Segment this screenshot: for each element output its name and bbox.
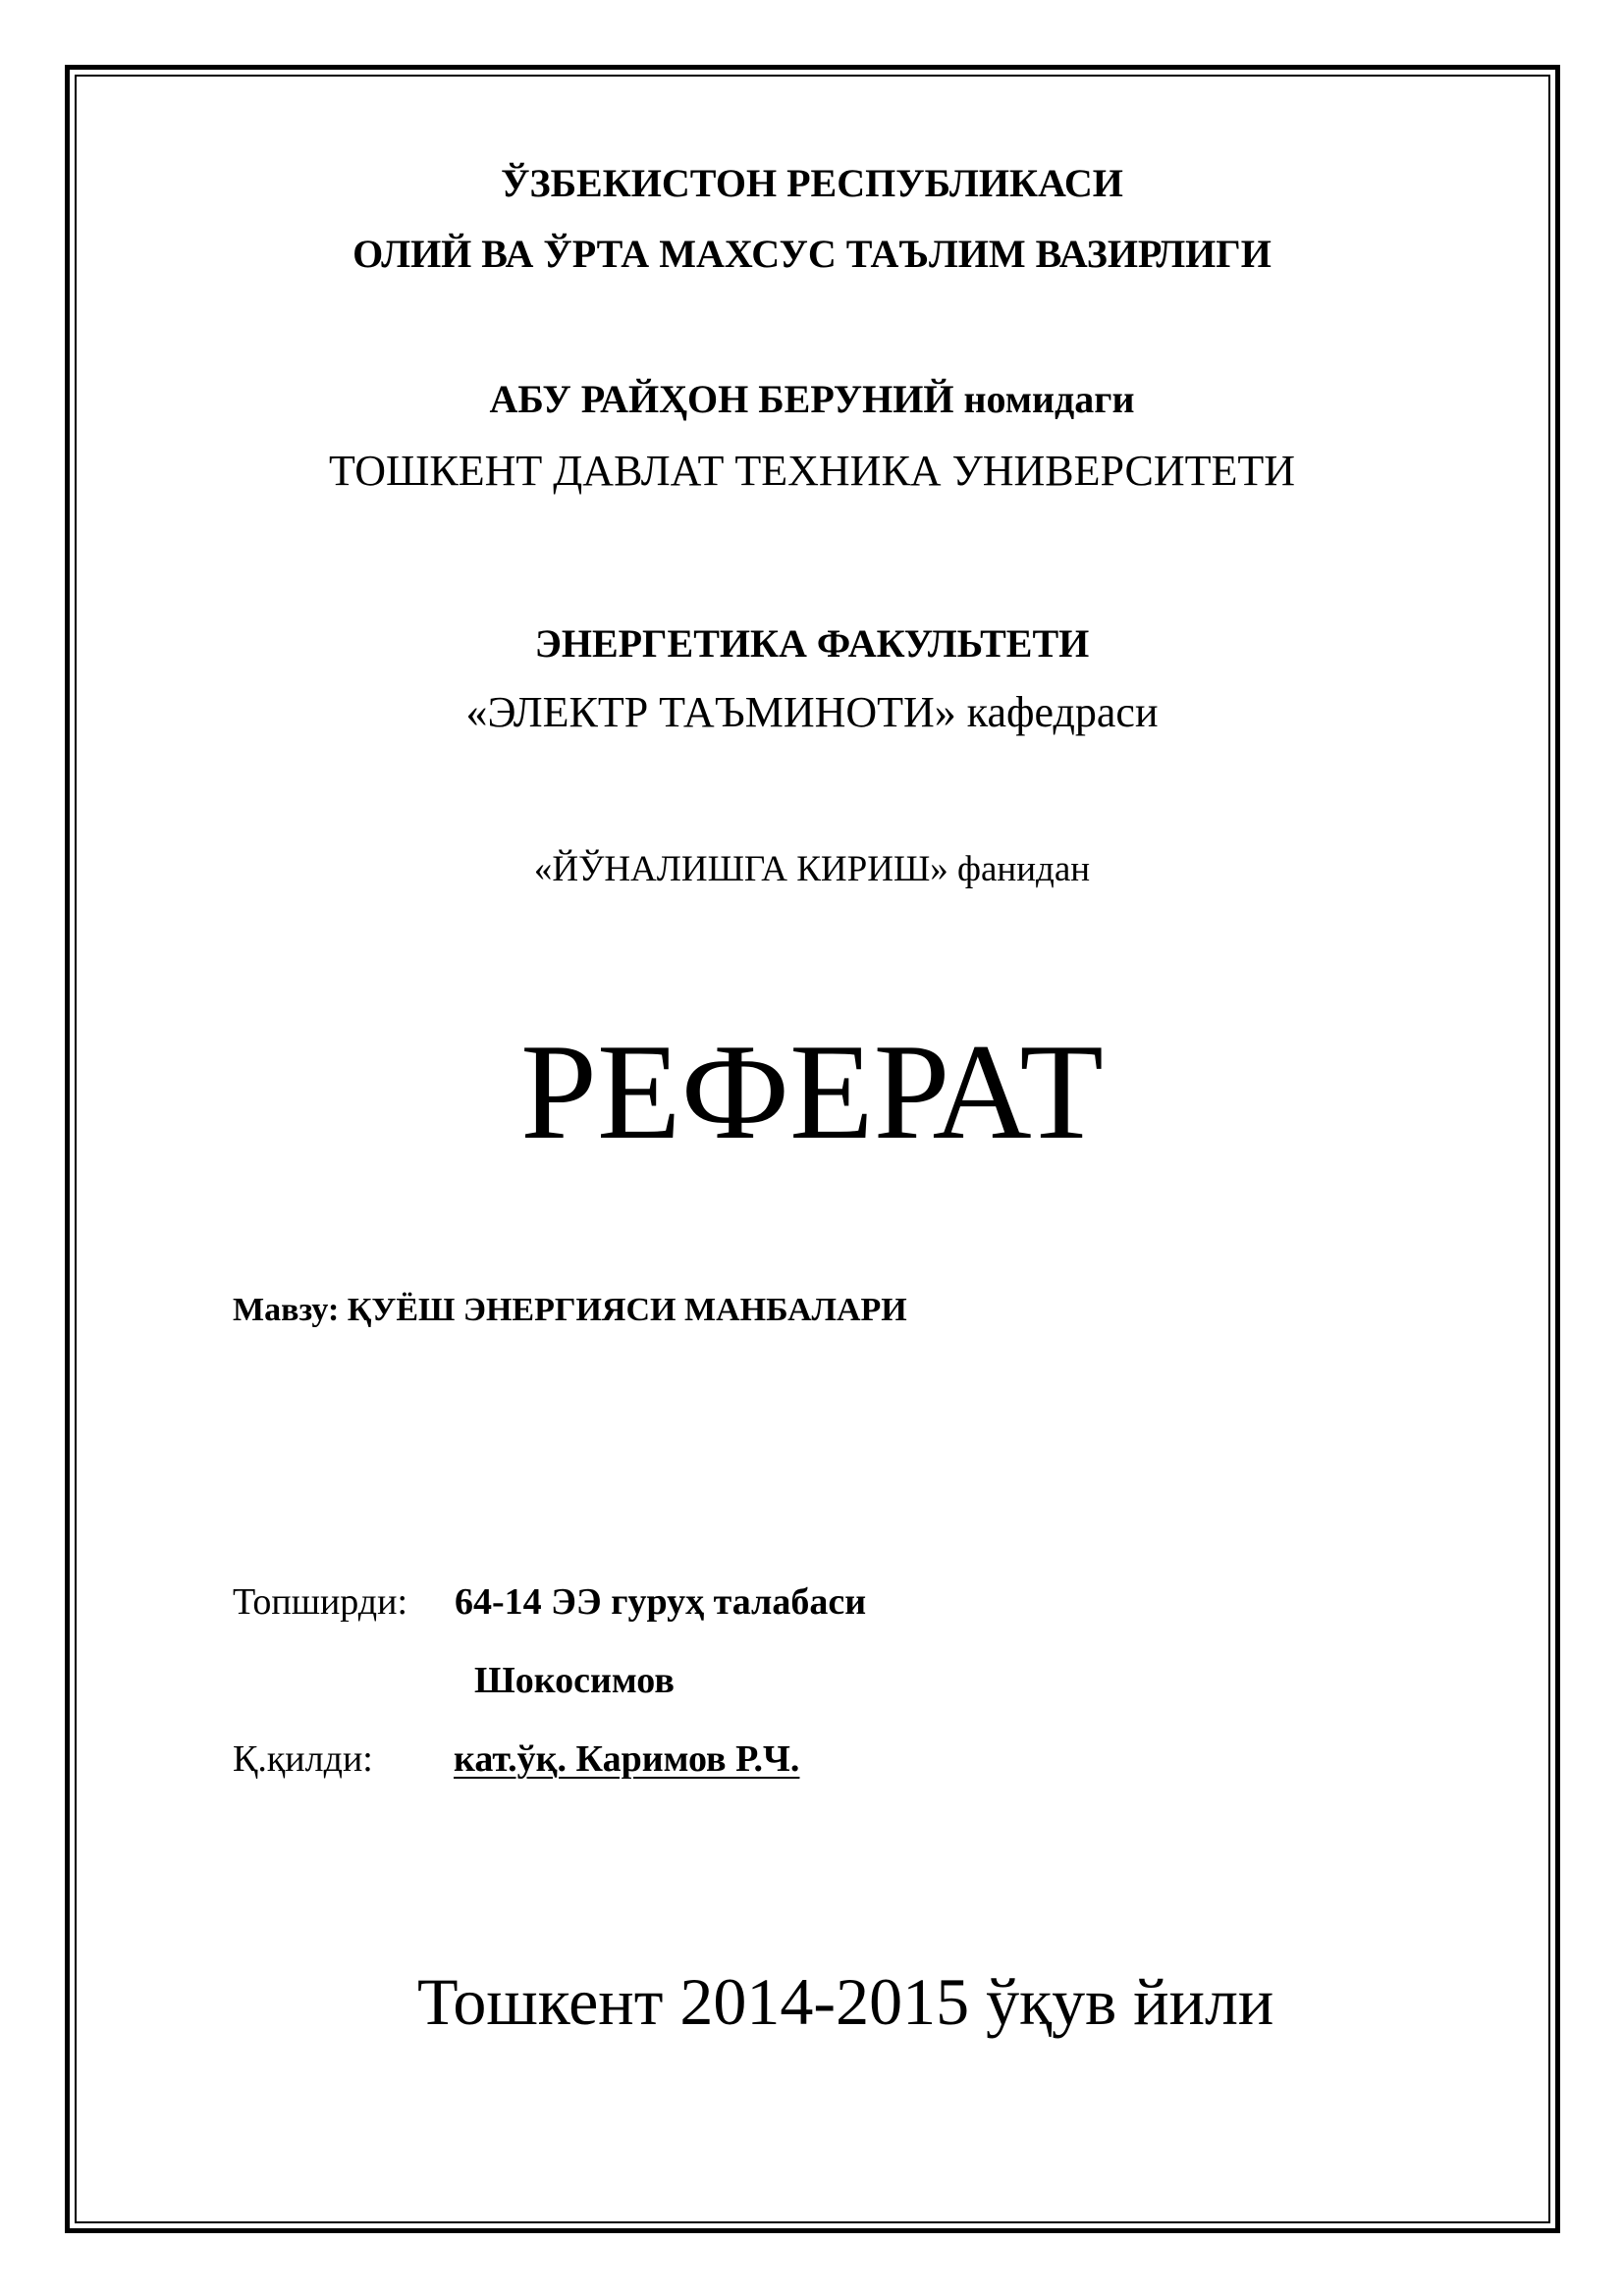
accepted-by: кат.ўқ. Каримов Р.Ч. (454, 1738, 800, 1780)
document-title: РЕФЕРАТ (520, 1016, 1104, 1168)
faculty-name: ЭНЕРГЕТИКА ФАКУЛЬТЕТИ (534, 621, 1090, 666)
topic-line: Мавзу: ҚУЁШ ЭНЕРГИЯСИ МАНБАЛАРИ (233, 1292, 907, 1328)
department-name: «ЭЛЕКТР ТАЪМИНОТИ» кафедраси (465, 688, 1159, 736)
university-name: ТОШКЕНТ ДАВЛАТ ТЕХНИКА УНИВЕРСИТЕТИ (328, 447, 1296, 495)
submitted-group: 64-14 ЭЭ гуруҳ талабаси (455, 1581, 867, 1623)
submitted-label: Топширди: (233, 1581, 408, 1623)
republic-heading: ЎЗБЕКИСТОН РЕСПУБЛИКАСИ (501, 161, 1123, 205)
ministry-heading: ОЛИЙ ВА ЎРТА МАХСУС ТАЪЛИМ ВАЗИРЛИГИ (352, 232, 1272, 276)
subject-line: «ЙЎНАЛИШГА КИРИШ» фанидан (533, 849, 1091, 889)
student-name: Шокосимов (474, 1660, 675, 1701)
footer-city-year: Тошкент 2014-2015 ўқув йили (417, 1964, 1274, 2039)
university-name-bold: АБУ РАЙҲОН БЕРУНИЙ номидаги (489, 377, 1135, 421)
accepted-label: Қ.қилди: (233, 1738, 373, 1780)
